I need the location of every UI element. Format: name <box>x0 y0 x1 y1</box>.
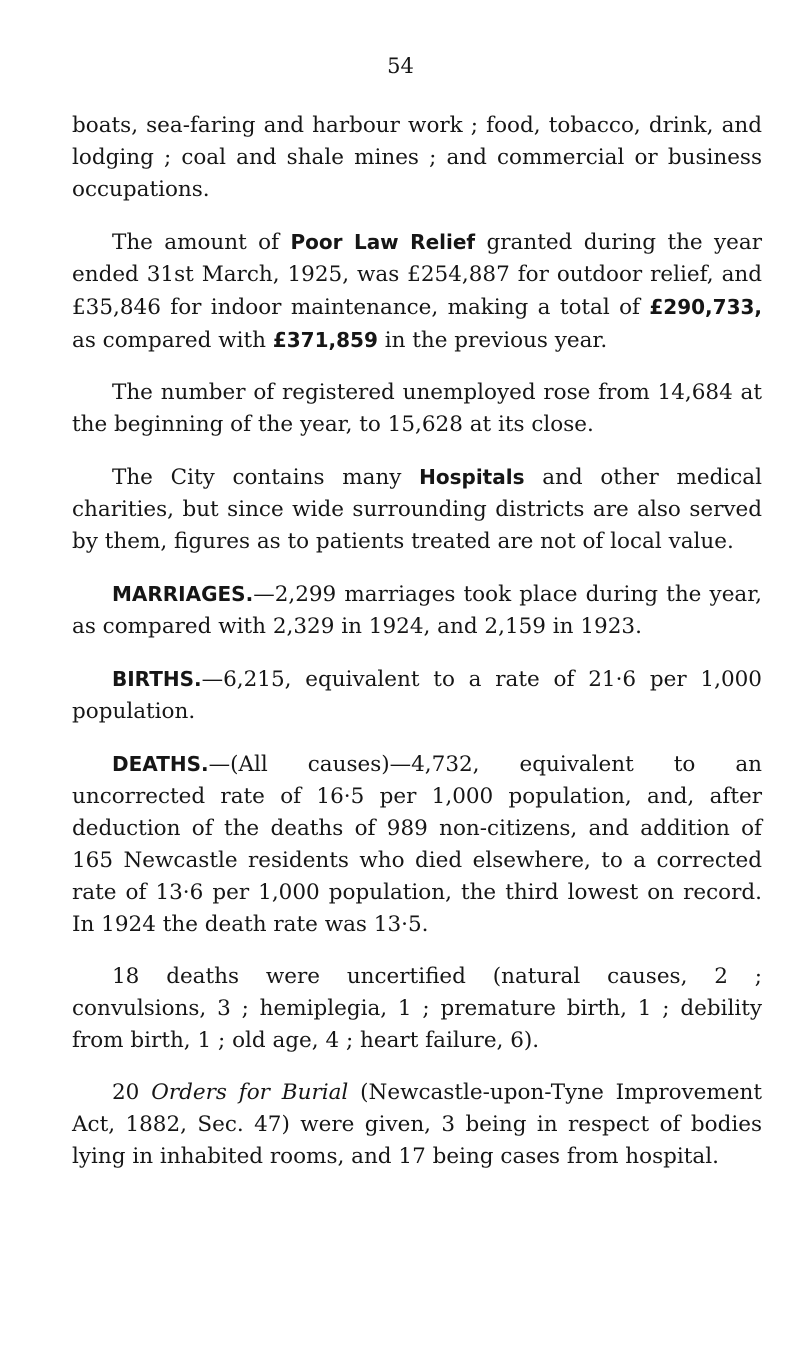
paragraph-marriages <box>72 578 762 643</box>
text-run: 20 <box>112 1080 152 1105</box>
text-run: granted during the year ended 31st March, 1925, was £254,887 for outdoor relief, and £35,846 for indoor maintenance, making a total of <box>72 230 762 320</box>
text-run: —2,299 marriages took place during the year, as compared with 2,329 in 1924, and 2,159 in 1923. <box>72 582 762 639</box>
paragraph-hospitals <box>72 461 762 558</box>
marriages-heading: MARRIAGES. <box>112 582 254 606</box>
text-run: in the previous year. <box>377 328 608 353</box>
total-relief-amount: £290,733, <box>649 295 762 319</box>
poor-law-relief-heading: Poor Law Relief <box>290 230 476 254</box>
text-run: The amount of <box>112 230 291 255</box>
orders-for-burial-heading: Orders for Burial <box>151 1080 349 1105</box>
body-text <box>72 110 762 1193</box>
previous-relief-amount: £371,859 <box>272 328 378 352</box>
paragraph-poor-law-relief <box>72 226 762 357</box>
paragraph-occupations: boats, sea-faring and harbour work ; food, tobacco, drink, and lodging ; coal and shale mines ; and commercial or business occupations. <box>72 113 762 202</box>
text-run: —6,215, equivalent to a rate of 21·6 per 1,000 population. <box>72 667 762 724</box>
paragraph-deaths <box>72 748 762 941</box>
text-run: and other medical charities, but since wide surrounding districts are also served by them, figures as to patients treated are not of local value. <box>72 465 762 554</box>
text-run: —(All causes)—4,732, equivalent to an uncorrected rate of 16·5 per 1,000 population, and, after deduction of the deaths of 989 non-citizens, and addition of 165 Newcastle residents who died elsewhere, to a corrected rate of 13·6 per 1,000 population, the third lowest on record. In 1924 the death rate was 13·5. <box>72 752 762 937</box>
text-run: (Newcastle-upon-Tyne Improvement Act, 1882, Sec. 47) were given, 3 being in respect of bodies lying in inhabited rooms, and 17 being cases from hospital. <box>72 1080 763 1169</box>
paragraph-unemployed: The number of registered unemployed rose from 14,684 at the beginning of the year, to 15,628 at its close. <box>72 380 762 437</box>
births-heading: BIRTHS. <box>112 667 202 691</box>
page-number: 54 <box>387 54 414 78</box>
paragraph-births <box>72 663 762 728</box>
text-run: The City contains many <box>112 465 420 490</box>
paragraph-uncertified-deaths: 18 deaths were uncertified (natural causes, 2 ; convulsions, 3 ; hemiplegia, 1 ; premature birth, 1 ; debility from birth, 1 ; old age, 4 ; heart failure, 6). <box>72 964 762 1053</box>
text-run: as compared with <box>72 328 273 353</box>
paragraph-burial-orders <box>72 1077 762 1173</box>
hospitals-heading: Hospitals <box>419 465 525 489</box>
deaths-heading: DEATHS. <box>112 752 209 776</box>
